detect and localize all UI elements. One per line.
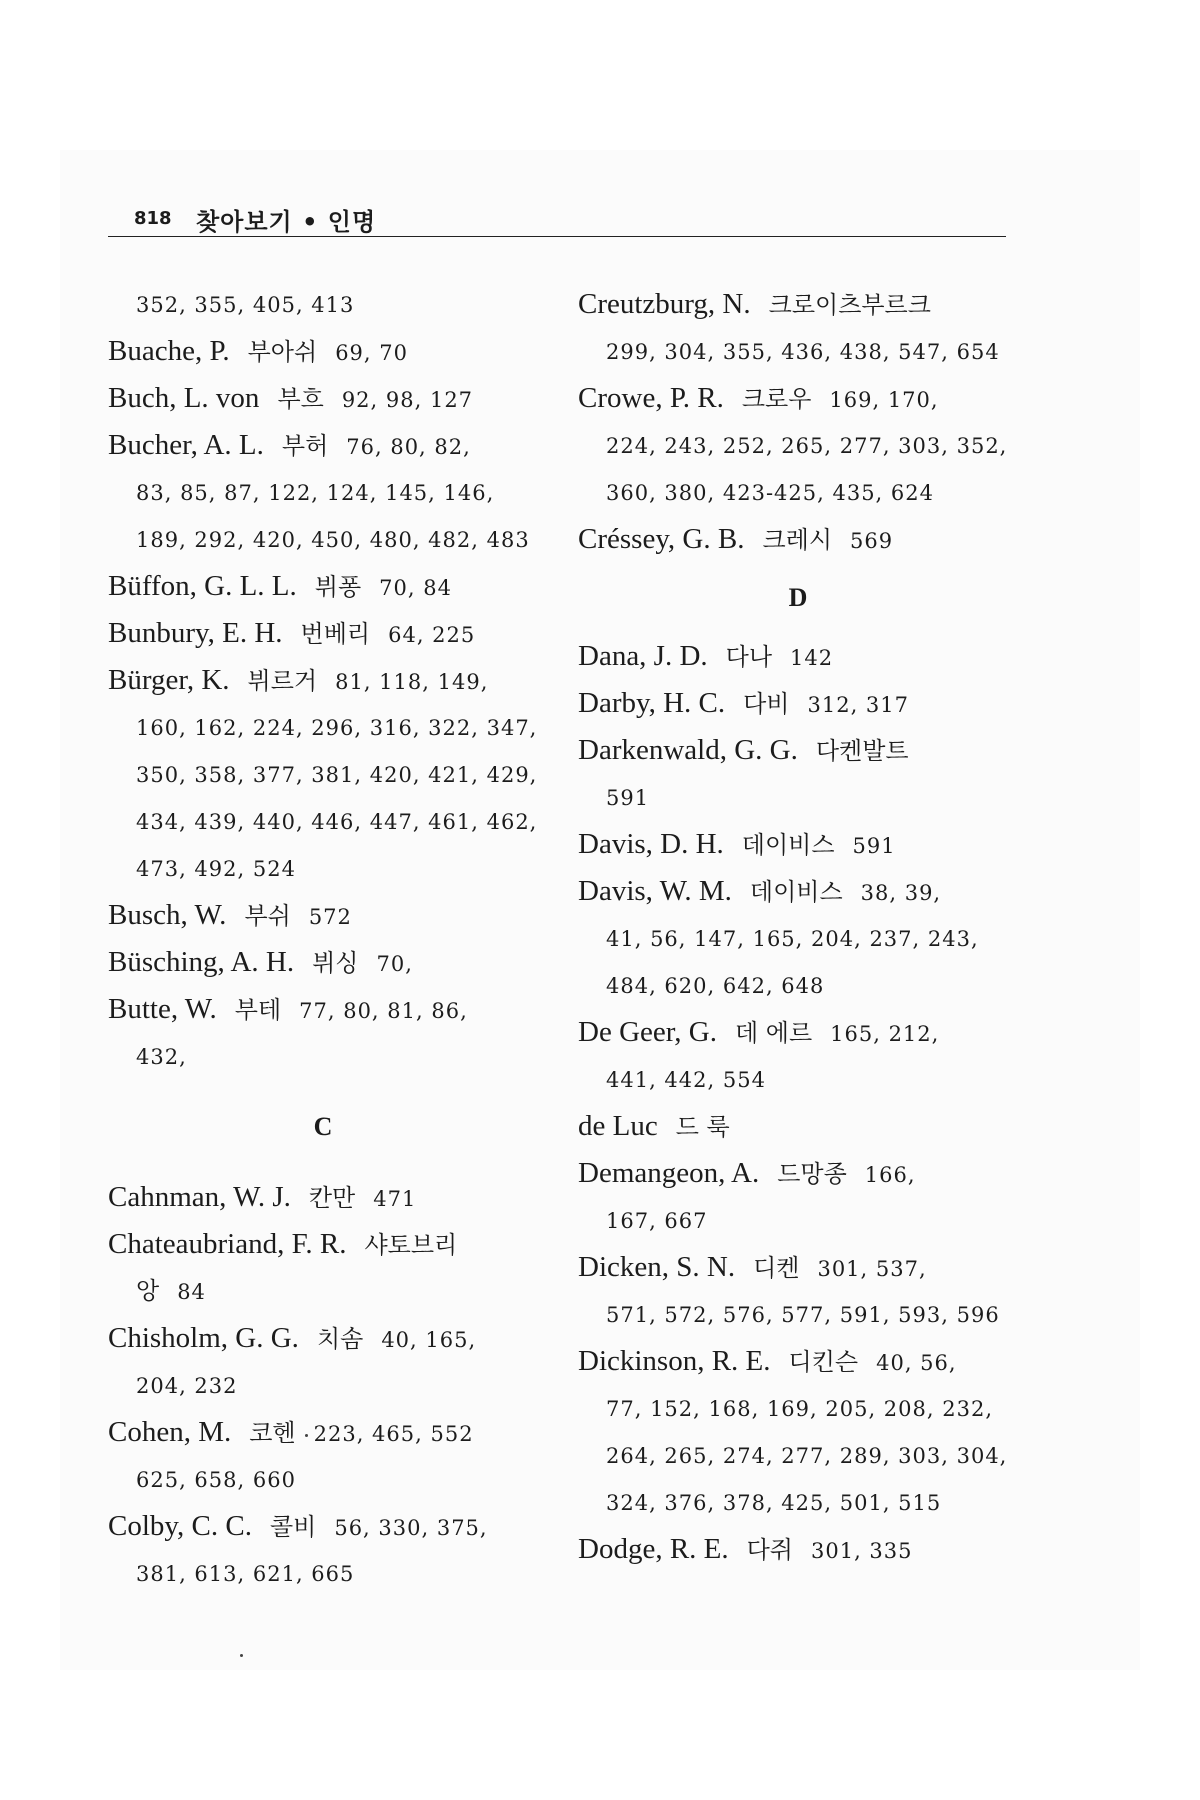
index-entry-continuation [108, 1033, 538, 1080]
index-entry-continuation [108, 798, 538, 845]
index-entry [108, 563, 538, 610]
entry-page-numbers: 92, 98, 127 [341, 388, 474, 412]
index-entry [108, 328, 538, 375]
index-entry [578, 821, 1018, 868]
entry-page-numbers: 64, 225 [388, 623, 476, 647]
index-column-left [108, 281, 538, 1597]
index-entry [578, 727, 1018, 774]
entry-korean-name: 앙 [136, 1277, 160, 1305]
entry-name: Creutzburg, N. [578, 288, 751, 320]
entry-name: Dickinson, R. E. [578, 1345, 771, 1377]
page-title: 찾아보기 • 인명 [196, 208, 377, 236]
index-entry-continuation [108, 281, 538, 328]
entry-name: Bürger, K. [108, 664, 230, 696]
entry-name: Cahnman, W. J. [108, 1181, 291, 1213]
index-entry [578, 1338, 1018, 1385]
entry-page-numbers: 264, 265, 274, 277, 289, 303, 304, [606, 1444, 1008, 1468]
entry-page-numbers: 189, 292, 420, 450, 480, 482, 483 [136, 528, 530, 552]
entry-page-numbers: 224, 243, 252, 265, 277, 303, 352, [606, 434, 1008, 458]
entry-korean-name: 부허 [281, 432, 329, 460]
entry-page-numbers: 165, 212, [830, 1022, 940, 1046]
entry-page-numbers: 432, [136, 1045, 187, 1069]
entry-korean-name: 다나 [725, 643, 773, 671]
index-entry-continuation [578, 328, 1018, 375]
index-entry [108, 1315, 538, 1362]
entry-korean-name: 데 에르 [734, 1019, 813, 1047]
entry-page-numbers: 434, 439, 440, 446, 447, 461, 462, [136, 810, 538, 834]
entry-korean-name: 데이비스 [749, 878, 843, 906]
entry-page-numbers: 70, [376, 952, 413, 976]
index-entry [108, 1503, 538, 1550]
entry-korean-name: 뷔싱 [312, 949, 359, 977]
entry-page-numbers: 301, 335 [811, 1539, 913, 1563]
entry-name: Busch, W. [108, 899, 227, 931]
entry-page-numbers: 40, 56, [876, 1351, 957, 1375]
index-entry-continuation [108, 1456, 538, 1503]
entry-page-numbers: 41, 56, 147, 165, 204, 237, 243, [606, 927, 979, 951]
entry-korean-name: 다비 [743, 690, 790, 718]
speck [240, 1654, 243, 1657]
entry-page-numbers: 591 [852, 834, 896, 858]
entry-korean-name: 코헨 [249, 1419, 296, 1447]
entry-korean-name: 드망종 [777, 1160, 847, 1188]
entry-name: Davis, D. H. [578, 828, 724, 860]
index-entry-continuation [578, 962, 1018, 1009]
speck [305, 1434, 308, 1437]
index-entry-continuation [108, 1362, 538, 1409]
index-entry [578, 516, 1018, 563]
entry-page-numbers: 223, 465, 552 [313, 1422, 474, 1446]
entry-korean-name: 부테 [234, 996, 282, 1024]
index-entry [578, 1244, 1018, 1291]
index-entry [108, 1174, 538, 1221]
entry-name: Darby, H. C. [578, 687, 726, 719]
entry-page-numbers: 38, 39, [860, 881, 942, 905]
entry-name: Bunbury, E. H. [108, 617, 283, 649]
entry-page-numbers: 166, [864, 1163, 916, 1187]
entry-korean-name: 뷔르거 [247, 667, 318, 695]
index-entry-continuation [578, 1479, 1018, 1526]
entry-page-numbers: 571, 572, 576, 577, 591, 593, 596 [606, 1303, 1000, 1327]
entry-page-numbers: 569 [850, 529, 894, 553]
entry-page-numbers: 625, 658, 660 [136, 1468, 296, 1492]
entry-page-numbers: 40, 165, [381, 1328, 477, 1352]
entry-korean-name: 콜비 [269, 1513, 317, 1541]
index-entry-continuation [578, 469, 1018, 516]
index-entry-continuation [108, 469, 538, 516]
index-entry [578, 1150, 1018, 1197]
index-entry [108, 1221, 538, 1268]
index-entry [578, 680, 1018, 727]
index-entry [108, 1409, 538, 1456]
entry-page-numbers: 381, 613, 621, 665 [136, 1562, 355, 1586]
entry-korean-name: 디켄 [753, 1254, 800, 1282]
entry-name: Buch, L. von [108, 382, 260, 414]
entry-page-numbers: 204, 232 [136, 1374, 238, 1398]
entry-name: De Geer, G. [578, 1016, 717, 1048]
entry-page-numbers: 142 [790, 646, 834, 670]
entry-page-numbers: 301, 537, [817, 1257, 927, 1281]
entry-name: Colby, C. C. [108, 1510, 252, 1542]
entry-name: Dodge, R. E. [578, 1533, 729, 1565]
entry-name: Dicken, S. N. [578, 1251, 736, 1283]
entry-page-numbers: 350, 358, 377, 381, 420, 421, 429, [136, 763, 538, 787]
entry-name: Büsching, A. H. [108, 946, 295, 978]
entry-korean-name: 크로이츠부르크 [768, 291, 931, 319]
index-entry [578, 868, 1018, 915]
index-entry-continuation [578, 1197, 1018, 1244]
index-entry-continuation [578, 1385, 1018, 1432]
entry-page-numbers: 299, 304, 355, 436, 438, 547, 654 [606, 340, 1000, 364]
entry-page-numbers: 312, 317 [807, 693, 910, 717]
section-heading: C [313, 1112, 333, 1141]
entry-page-numbers: 441, 442, 554 [606, 1068, 766, 1092]
entry-page-numbers: 83, 85, 87, 122, 124, 145, 146, [136, 481, 495, 505]
index-entry-continuation [578, 1291, 1018, 1338]
index-entry-continuation [108, 704, 538, 751]
entry-name: de Luc [578, 1110, 658, 1142]
entry-name: Cohen, M. [108, 1416, 232, 1448]
entry-page-numbers: 167, 667 [606, 1209, 708, 1233]
entry-korean-name: 크로우 [741, 385, 812, 413]
index-entry-continuation [578, 915, 1018, 962]
entry-name: Chateaubriand, F. R. [108, 1228, 347, 1260]
index-entry [578, 281, 1018, 328]
entry-page-numbers: 484, 620, 642, 648 [606, 974, 825, 998]
entry-name: Davis, W. M. [578, 875, 732, 907]
entry-page-numbers: 76, 80, 82, [346, 435, 471, 459]
index-entry [578, 1009, 1018, 1056]
entry-page-numbers: 572 [308, 905, 352, 929]
entry-korean-name: 치솜 [316, 1325, 364, 1353]
entry-korean-name: 다쥐 [746, 1536, 793, 1564]
index-entry-continuation [108, 845, 538, 892]
index-entry-continuation [108, 1268, 538, 1315]
entry-korean-name: 크레시 [762, 526, 833, 554]
entry-page-numbers: 81, 118, 149, [335, 670, 489, 694]
index-entry [108, 610, 538, 657]
entry-name: Bucher, A. L. [108, 429, 264, 461]
entry-korean-name: 샤토브리 [364, 1231, 458, 1259]
index-entry-continuation [108, 1550, 538, 1597]
entry-name: Crowe, P. R. [578, 382, 724, 414]
index-entry [108, 422, 538, 469]
entry-name: Büffon, G. L. L. [108, 570, 297, 602]
entry-page-numbers: 471 [373, 1187, 417, 1211]
page-header [108, 200, 1006, 237]
index-entry-continuation [578, 422, 1018, 469]
section-heading: D [788, 583, 808, 612]
entry-name: Chisholm, G. G. [108, 1322, 299, 1354]
entry-page-numbers: 352, 355, 405, 413 [136, 293, 355, 317]
index-entry [108, 892, 538, 939]
index-column-right [578, 281, 1018, 1573]
entry-page-numbers: 591 [606, 786, 650, 810]
entry-page-numbers: 77, 152, 168, 169, 205, 208, 232, [606, 1397, 993, 1421]
entry-korean-name: 데이비스 [741, 831, 835, 859]
entry-korean-name: 부흐 [277, 385, 324, 413]
index-entry [108, 375, 538, 422]
index-entry [578, 1103, 1018, 1150]
entry-page-numbers: 169, 170, [829, 388, 939, 412]
index-entry-continuation [108, 751, 538, 798]
entry-name: Darkenwald, G. G. [578, 734, 798, 766]
index-entry [578, 1526, 1018, 1573]
page-number: 818 [134, 208, 172, 229]
entry-korean-name: 디킨슨 [788, 1348, 859, 1376]
entry-name: Créssey, G. B. [578, 523, 745, 555]
entry-name: Dana, J. D. [578, 640, 708, 672]
index-entry-continuation [108, 516, 538, 563]
index-entry-continuation [578, 1432, 1018, 1479]
index-entry-continuation [578, 774, 1018, 821]
entry-page-numbers: 84 [177, 1280, 206, 1304]
entry-korean-name: 부쉬 [244, 902, 291, 930]
entry-korean-name: 부아쉬 [247, 338, 318, 366]
index-entry [578, 375, 1018, 422]
entry-korean-name: 뷔퐁 [314, 573, 362, 601]
entry-korean-name: 다켄발트 [815, 737, 909, 765]
entry-name: Demangeon, A. [578, 1157, 760, 1189]
entry-korean-name: 번베리 [300, 620, 371, 648]
index-entry-continuation [578, 1056, 1018, 1103]
entry-page-numbers: 69, 70 [335, 341, 408, 365]
entry-page-numbers: 77, 80, 81, 86, [299, 999, 468, 1023]
index-entry [108, 657, 538, 704]
index-entry [578, 633, 1018, 680]
entry-page-numbers: 160, 162, 224, 296, 316, 322, 347, [136, 716, 538, 740]
entry-page-numbers: 324, 376, 378, 425, 501, 515 [606, 1491, 942, 1515]
entry-page-numbers: 360, 380, 423-425, 435, 624 [606, 481, 934, 505]
index-entry [108, 986, 538, 1033]
entry-page-numbers: 473, 492, 524 [136, 857, 296, 881]
index-entry [108, 939, 538, 986]
entry-korean-name: 드 룩 [675, 1113, 730, 1141]
entry-page-numbers: 56, 330, 375, [334, 1516, 488, 1540]
entry-korean-name: 칸만 [308, 1184, 356, 1212]
entry-page-numbers: 70, 84 [379, 576, 452, 600]
entry-name: Buache, P. [108, 335, 230, 367]
entry-name: Butte, W. [108, 993, 217, 1025]
